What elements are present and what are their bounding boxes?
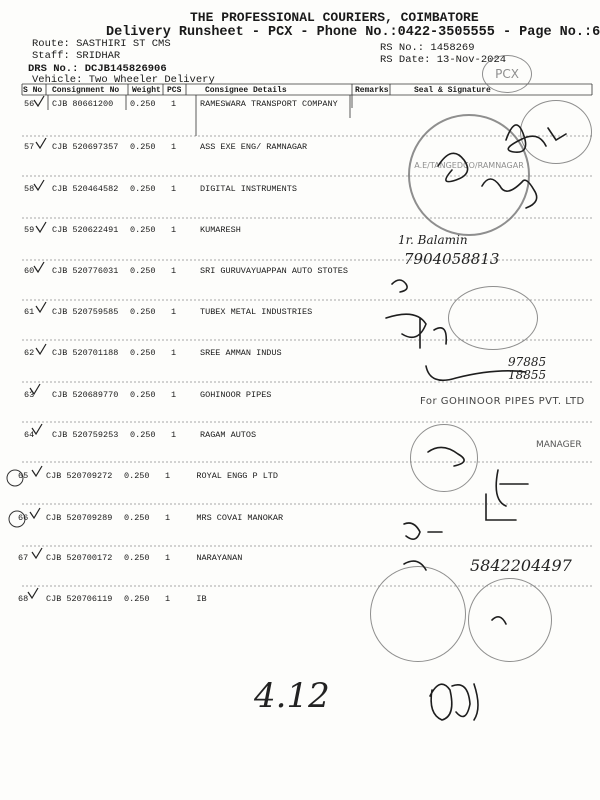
gohinoor-stamp: For GOHINOOR PIPES PVT. LTD bbox=[420, 396, 585, 407]
row-weight: 0.250 bbox=[124, 553, 150, 563]
row-consignment-no: CJB 520776031 bbox=[52, 266, 119, 276]
row-consignee: ASS EXE ENG/ RAMNAGAR bbox=[200, 142, 308, 152]
rs-date-label: RS Date: bbox=[380, 54, 431, 66]
row-sno: 56 bbox=[24, 99, 35, 109]
col-weight: Weight bbox=[132, 86, 161, 95]
row-weight: 0.250 bbox=[130, 142, 156, 152]
row-sno: 65 bbox=[18, 471, 29, 481]
tick-67 bbox=[32, 548, 42, 558]
signature-row-60 bbox=[392, 280, 407, 292]
row-pcs: 1 bbox=[165, 594, 171, 604]
col-consignment: Consignment No bbox=[52, 86, 120, 95]
row-consignment-no: CJB 520701188 bbox=[52, 348, 119, 358]
drs-label: DRS No.: bbox=[28, 63, 79, 75]
row-consignment-no: CJB 520697357 bbox=[52, 142, 119, 152]
row-weight: 0.250 bbox=[130, 390, 156, 400]
tick-59 bbox=[36, 222, 46, 232]
row-sno: 68 bbox=[18, 594, 29, 604]
row-consignee: SREE AMMAN INDUS bbox=[200, 348, 282, 358]
row-pcs: 1 bbox=[171, 266, 177, 276]
row-sno: 64 bbox=[24, 430, 35, 440]
rs-no-value: 1458269 bbox=[430, 42, 475, 54]
row-pcs: 1 bbox=[165, 471, 171, 481]
row-weight: 0.250 bbox=[130, 348, 156, 358]
row-pcs: 1 bbox=[171, 142, 177, 152]
col-remarks: Remarks bbox=[355, 86, 389, 95]
route-value: SASTHIRI ST CMS bbox=[76, 38, 171, 50]
vehicle-value: Two Wheeler Delivery bbox=[88, 74, 215, 86]
tick-65 bbox=[32, 466, 42, 476]
company-title: THE PROFESSIONAL COURIERS, COIMBATORE bbox=[190, 10, 479, 25]
tick-64 bbox=[32, 424, 42, 434]
handwritten-total: 4.12 bbox=[254, 676, 330, 716]
rs-no-label: RS No.: bbox=[380, 42, 425, 54]
tick-61 bbox=[36, 302, 46, 312]
row-consignee: GOHINOOR PIPES bbox=[200, 390, 272, 400]
staff-label: Staff: bbox=[32, 50, 70, 62]
handwritten-phone-67: 5842204497 bbox=[470, 556, 572, 575]
row-consignment-no: CJB 520706119 bbox=[46, 594, 113, 604]
row-consignee: RAGAM AUTOS bbox=[200, 430, 257, 440]
route-label: Route: bbox=[32, 38, 70, 50]
row-consignment-no: CJB 520759585 bbox=[52, 307, 119, 317]
row-weight: 0.250 bbox=[124, 471, 150, 481]
signature-row-56 bbox=[506, 125, 566, 152]
tick-58 bbox=[34, 180, 44, 190]
signature-row-65 bbox=[496, 470, 528, 506]
col-pcs: PCS bbox=[167, 86, 182, 95]
row-consignee: RAMESWARA TRANSPORT COMPANY bbox=[200, 99, 338, 109]
row-sno: 59 bbox=[24, 225, 35, 235]
tick-68 bbox=[28, 588, 38, 598]
signature-row-67 bbox=[404, 561, 426, 570]
row-consignee: MRS COVAI MANOKAR bbox=[196, 513, 284, 523]
row-consignment-no: CJB 520464582 bbox=[52, 184, 119, 194]
row-weight: 0.250 bbox=[130, 99, 156, 109]
row-consignment-no: CJB 80661200 bbox=[52, 99, 114, 109]
row-sno: 57 bbox=[24, 142, 35, 152]
row-pcs: 1 bbox=[165, 553, 171, 563]
signature-row-66-b bbox=[486, 494, 516, 520]
row-sno: 58 bbox=[24, 184, 35, 194]
row-pcs: 1 bbox=[165, 513, 171, 523]
tick-62 bbox=[36, 344, 46, 354]
handwritten-name-59: 1r. Balamin bbox=[398, 233, 468, 247]
row-weight: 0.250 bbox=[130, 307, 156, 317]
signature-row-66 bbox=[404, 523, 442, 539]
row-consignment-no: CJB 520709272 bbox=[46, 471, 113, 481]
row-sno: 66 bbox=[18, 513, 29, 523]
handwritten-phone-59: 7904058813 bbox=[404, 250, 500, 268]
signature-row-57 bbox=[438, 153, 468, 181]
ae-tangedco-text: A.E/TANGEDCO/RAMNAGAR bbox=[414, 161, 524, 170]
row-sno: 63 bbox=[24, 390, 35, 400]
tick-63 bbox=[30, 384, 40, 394]
signature-row-58 bbox=[482, 179, 537, 208]
row-consignee: KUMARESH bbox=[200, 225, 241, 235]
tick-66 bbox=[30, 508, 40, 518]
row-pcs: 1 bbox=[171, 390, 177, 400]
row-pcs: 1 bbox=[171, 348, 177, 358]
row-consignment-no: CJB 520622491 bbox=[52, 225, 119, 235]
tick-56 bbox=[34, 96, 44, 106]
row-consignee: NARAYANAN bbox=[196, 553, 243, 563]
drs-value: DCJB145826906 bbox=[84, 63, 167, 75]
tick-60 bbox=[34, 262, 44, 272]
row-pcs: 1 bbox=[171, 225, 177, 235]
pcx-stamp: PCX bbox=[482, 55, 532, 93]
row-weight: 0.250 bbox=[130, 266, 156, 276]
signature-row-61 bbox=[386, 314, 446, 348]
row-pcs: 1 bbox=[171, 184, 177, 194]
row-sno: 61 bbox=[24, 307, 35, 317]
signature-row-68 bbox=[492, 617, 506, 624]
circle-66 bbox=[9, 511, 25, 527]
vehicle-label: Vehicle: bbox=[32, 74, 83, 86]
row-consignee: IB bbox=[196, 594, 207, 604]
row-weight: 0.250 bbox=[130, 225, 156, 235]
row-consignee: ROYAL ENGG P LTD bbox=[196, 471, 279, 481]
tick-57 bbox=[36, 138, 46, 148]
signature-row-64 bbox=[428, 447, 464, 466]
row-weight: 0.250 bbox=[124, 513, 150, 523]
handwritten-phone-62: 97885 18855 bbox=[508, 355, 547, 382]
row-consignment-no: CJB 520759253 bbox=[52, 430, 119, 440]
row-weight: 0.250 bbox=[130, 430, 156, 440]
row-consignee: SRI GURUVAYUAPPAN AUTO STOTES bbox=[200, 266, 348, 276]
row-consignment-no: CJB 520689770 bbox=[52, 390, 119, 400]
row-weight: 0.250 bbox=[130, 184, 156, 194]
row-sno: 67 bbox=[18, 553, 29, 563]
col-seal: Seal & Signature bbox=[414, 86, 491, 95]
circle-65 bbox=[7, 470, 23, 486]
rs-date-value: 13-Nov-2024 bbox=[436, 54, 507, 66]
manager-stamp: MANAGER bbox=[536, 440, 582, 450]
row-consignment-no: CJB 520700172 bbox=[46, 553, 113, 563]
runsheet-title: Delivery Runsheet - PCX - Phone No.:0422-3505555 - Page No.:6 bbox=[106, 25, 600, 40]
col-sno: S No bbox=[23, 86, 43, 95]
row-pcs: 1 bbox=[171, 307, 177, 317]
row-pcs: 1 bbox=[171, 99, 177, 109]
row-consignee: TUBEX METAL INDUSTRIES bbox=[200, 307, 313, 317]
row-sno: 60 bbox=[24, 266, 35, 276]
row-consignment-no: CJB 520709289 bbox=[46, 513, 113, 523]
handwritten-bottom-sign bbox=[430, 674, 485, 714]
row-pcs: 1 bbox=[171, 430, 177, 440]
col-consignee: Consignee Details bbox=[205, 86, 287, 95]
row-weight: 0.250 bbox=[124, 594, 150, 604]
row-consignee: DIGITAL INSTRUMENTS bbox=[200, 184, 297, 194]
staff-value: SRIDHAR bbox=[76, 50, 121, 62]
row-sno: 62 bbox=[24, 348, 35, 358]
